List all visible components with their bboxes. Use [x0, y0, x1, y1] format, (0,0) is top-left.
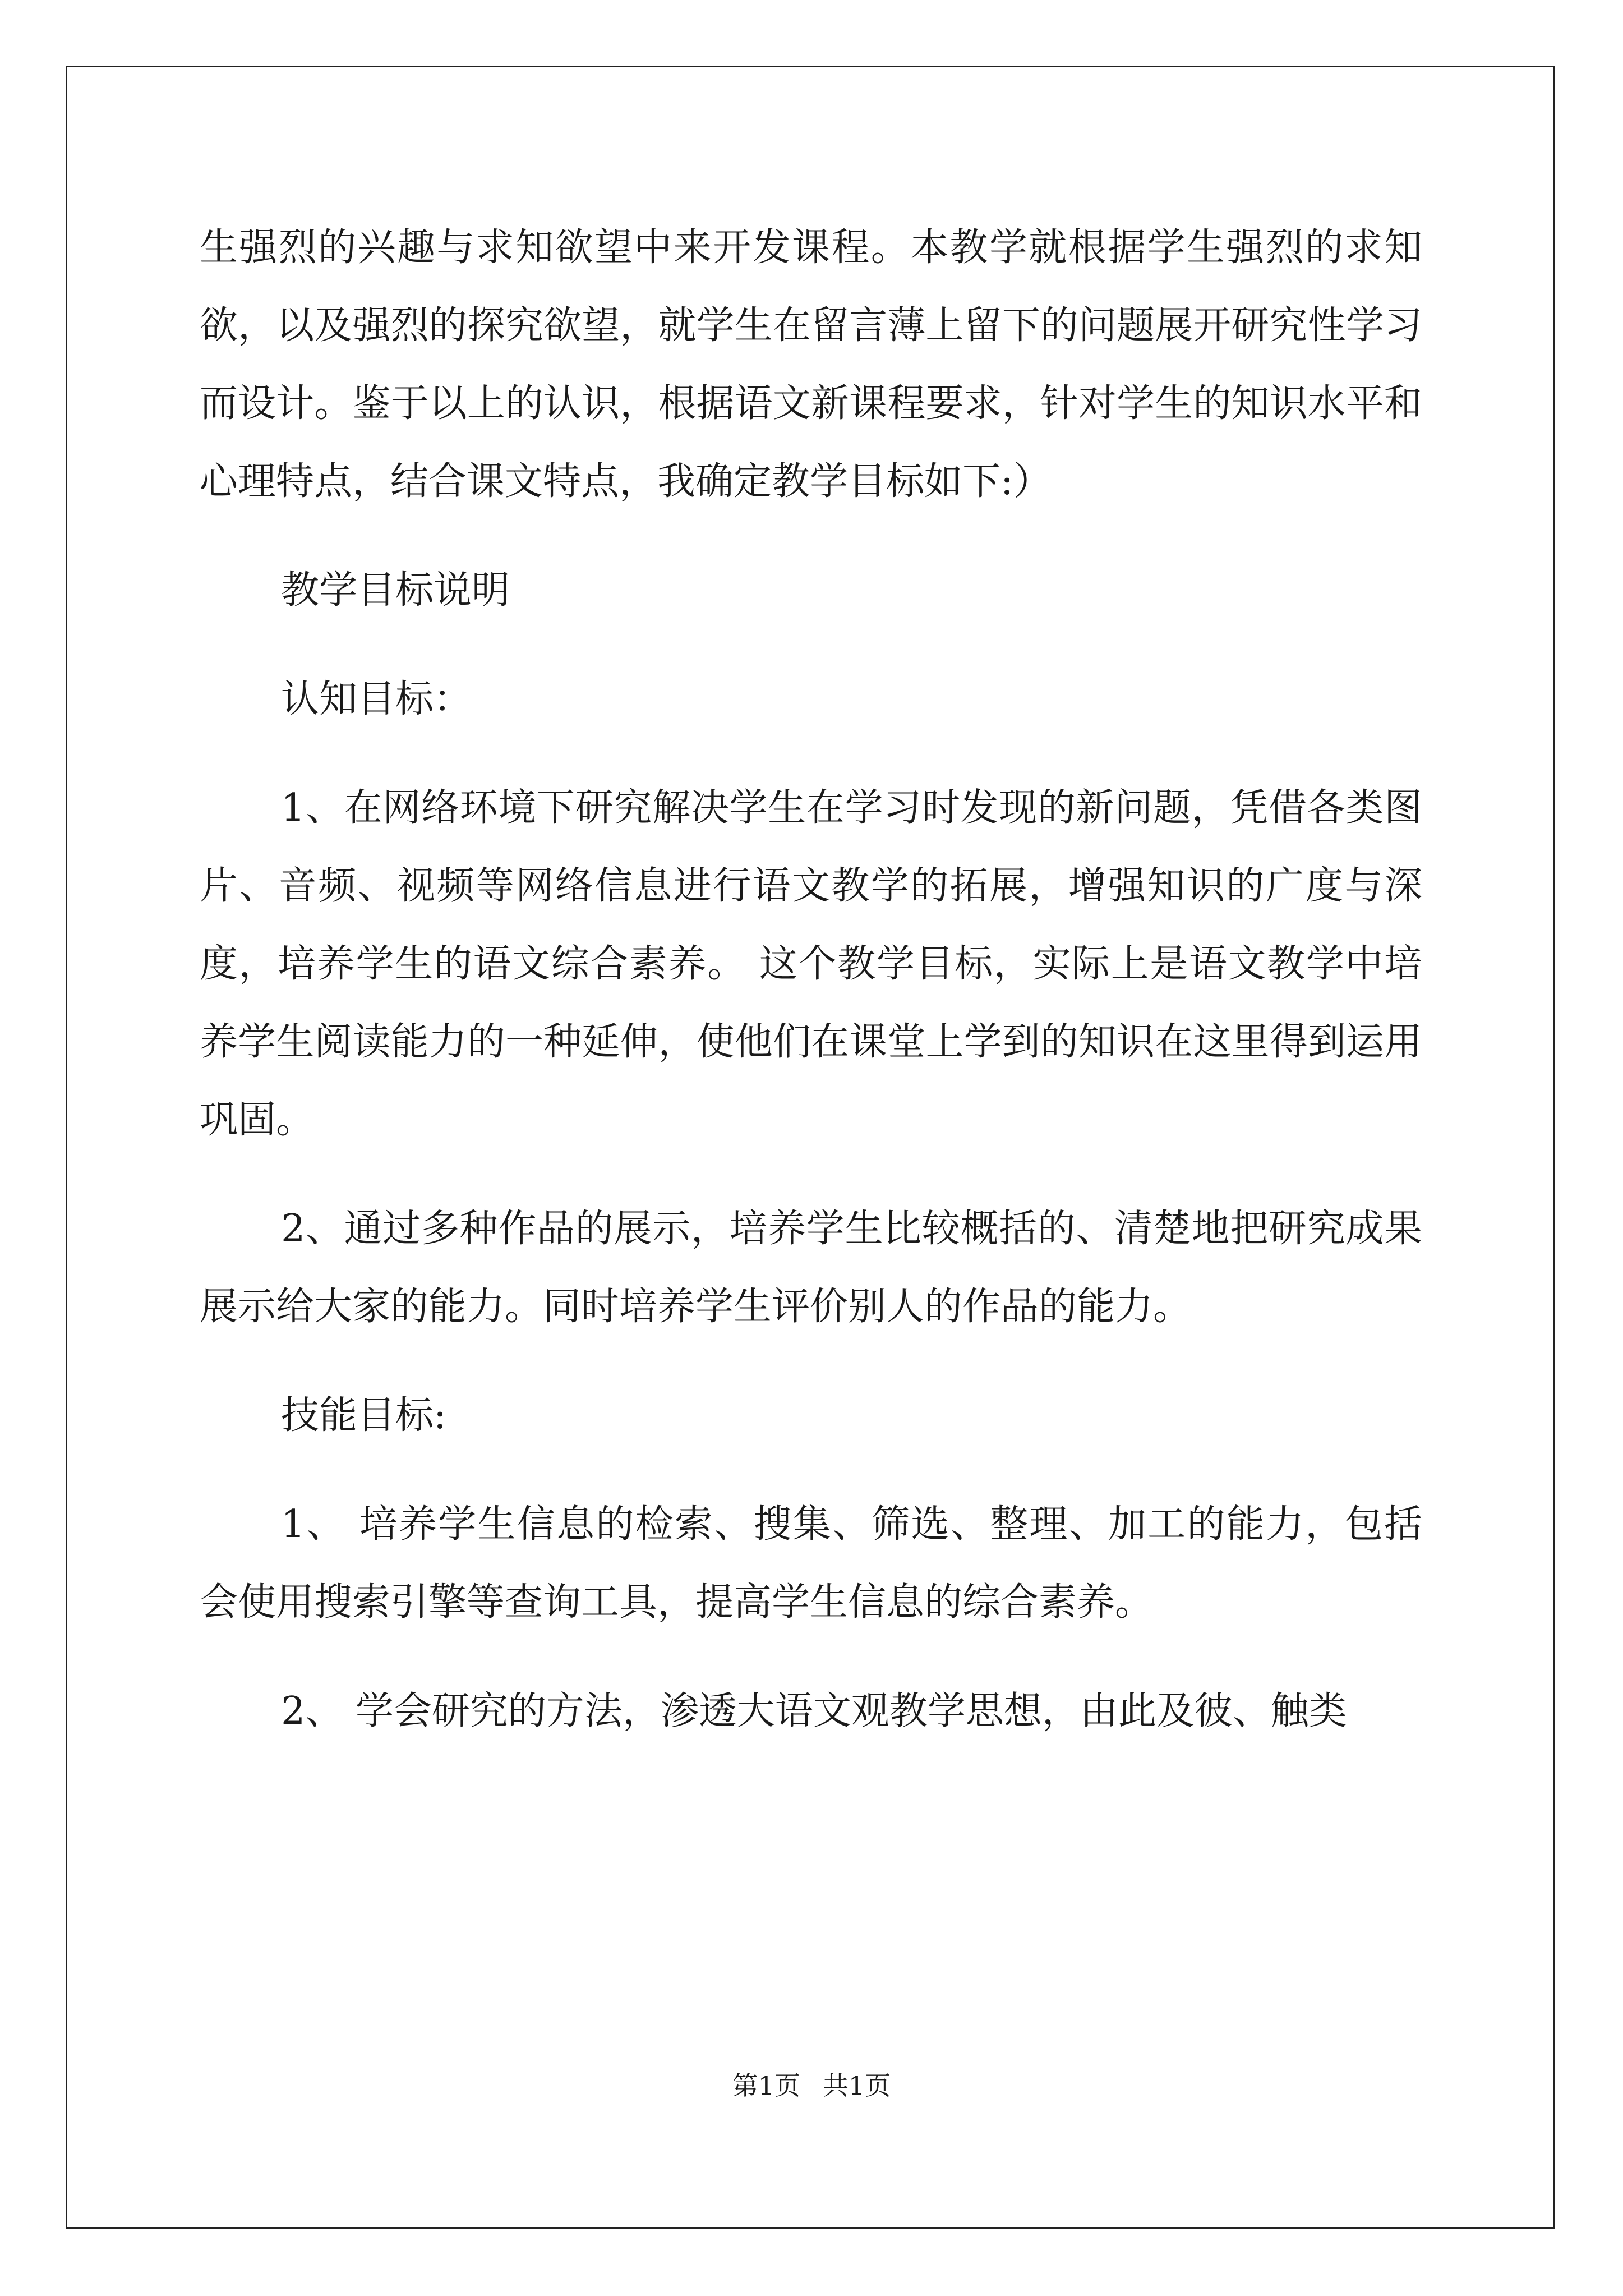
page-footer: [0, 2069, 1623, 2102]
paragraph-cognitive-goal-1: 1、在网络环境下研究解决学生在学习时发现的新问题，凭借各类图片、音频、视频等网络信息进行语文教学的拓展，增强知识的广度与深度，培养学生的语文综合素养。 这个教学目标，实际上是语文教学中培养学生阅读能力的一种延伸，使他们在课堂上学到的知识在这里得到运用巩固。: [200, 786, 1422, 1142]
page-number-total: 共1页: [823, 2070, 891, 2101]
paragraph-skill-goal-1: 1、 培养学生信息的检索、搜集、筛选、整理、加工的能力，包括会使用搜索引擎等查询工具，提高学生信息的综合素养。: [200, 1502, 1422, 1625]
document-body: [200, 209, 1422, 1750]
paragraph-skill-goal-2: 2、 学会研究的方法，渗透大语文观教学思想，由此及彼、触类: [281, 1689, 1347, 1733]
heading-cognitive-goals: 认知目标：: [281, 677, 472, 721]
paragraph-intro-continuation: 生强烈的兴趣与求知欲望中来开发课程。本教学就根据学生强烈的求知欲，以及强烈的探究欲望，就学生在留言薄上留下的问题展开研究性学习而设计。鉴于以上的认识，根据语文新课程要求，针对学生的知识水平和心理特点，结合课文特点，我确定教学目标如下:）: [200, 226, 1422, 504]
heading-teaching-goals: 教学目标说明: [281, 568, 510, 613]
paragraph-cognitive-goal-2: 2、通过多种作品的展示，培养学生比较概括的、清楚地把研究成果展示给大家的能力。同时培养学生评价别人的作品的能力。: [200, 1207, 1422, 1329]
heading-skill-goals: 技能目标:: [281, 1393, 446, 1438]
page-number-current: 第1页: [732, 2070, 800, 2101]
